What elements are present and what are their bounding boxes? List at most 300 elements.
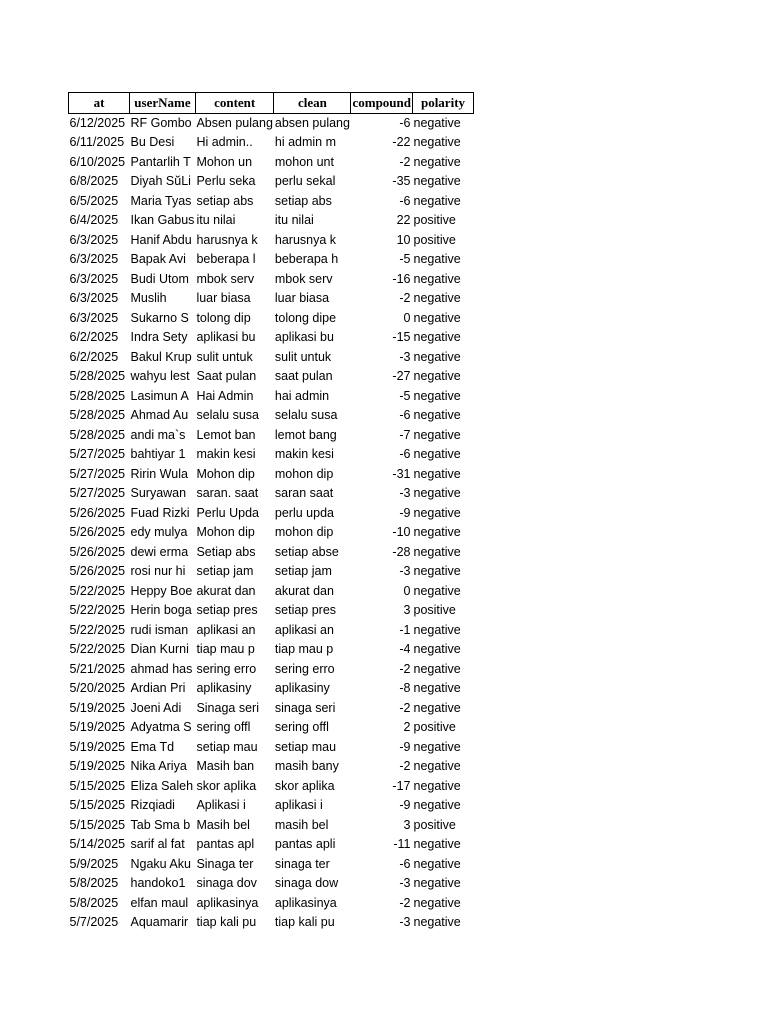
cell-polarity: negative xyxy=(413,135,461,149)
cell-clean: setiap abse xyxy=(274,544,339,559)
cell-polarity: negative xyxy=(413,291,461,305)
cell-polarity: negative xyxy=(413,661,461,676)
cell-compound: -7 xyxy=(399,427,411,442)
cell-username: Sukarno S xyxy=(130,310,189,325)
cell-content: tiap mau p xyxy=(196,642,255,656)
cell-polarity: positive xyxy=(413,213,456,227)
table-row xyxy=(69,816,474,836)
cell-username: bahtiyar 1 xyxy=(130,447,186,461)
cell-clean: aplikasiny xyxy=(274,681,330,695)
cell-content: selalu susa xyxy=(196,408,259,422)
cell-polarity: positive xyxy=(413,603,456,617)
cell-content: Lemot ban xyxy=(196,427,256,442)
cell-at: 5/22/2025 xyxy=(69,583,126,598)
table-row xyxy=(69,367,474,387)
table-row xyxy=(69,699,474,719)
cell-content: aplikasi bu xyxy=(196,330,256,344)
cell-polarity: positive xyxy=(413,720,456,734)
cell-content: Sinaga ter xyxy=(196,856,254,871)
cell-compound: -3 xyxy=(399,349,411,364)
cell-username: Maria Tyas xyxy=(130,193,192,208)
cell-clean: skor aplika xyxy=(274,778,335,793)
cell-clean: lemot bang xyxy=(274,427,337,442)
cell-at: 5/19/2025 xyxy=(69,720,126,734)
table-row xyxy=(69,406,474,426)
cell-content: Mohon dip xyxy=(196,525,255,539)
cell-content: Masih ban xyxy=(196,759,255,773)
cell-compound: -6 xyxy=(399,193,411,208)
cell-username: andi ma`s xyxy=(130,427,186,442)
table-row xyxy=(69,640,474,660)
cell-compound: 3 xyxy=(403,603,411,617)
cell-polarity: negative xyxy=(413,408,461,422)
cell-clean: tiap kali pu xyxy=(274,915,335,929)
cell-polarity: negative xyxy=(413,544,461,559)
table-row xyxy=(69,172,474,192)
table-row xyxy=(69,133,474,153)
cell-clean: absen pulang xyxy=(274,115,350,130)
cell-compound: -1 xyxy=(399,622,411,637)
cell-clean: mohon unt xyxy=(274,154,334,169)
cell-username: rosi nur hi xyxy=(130,564,186,578)
cell-compound: -2 xyxy=(399,895,411,910)
table-row xyxy=(69,153,474,173)
cell-username: ahmad has xyxy=(130,661,193,676)
cell-compound: -27 xyxy=(392,369,411,383)
cell-polarity: positive xyxy=(413,817,456,832)
cell-clean: selalu susa xyxy=(274,408,338,422)
header-polarity: polarity xyxy=(413,93,474,114)
cell-at: 5/27/2025 xyxy=(69,466,126,481)
cell-content: setiap pres xyxy=(196,603,258,617)
cell-content: itu nilai xyxy=(196,213,236,227)
cell-clean: sinaga dow xyxy=(274,876,339,890)
cell-polarity: negative xyxy=(413,115,461,130)
cell-clean: masih bel xyxy=(274,817,329,832)
cell-clean: saat pulan xyxy=(274,369,333,383)
cell-at: 6/3/2025 xyxy=(69,291,119,305)
cell-at: 5/28/2025 xyxy=(69,388,126,403)
table-row xyxy=(69,309,474,329)
cell-at: 5/28/2025 xyxy=(69,408,126,422)
cell-compound: -9 xyxy=(399,798,411,812)
cell-polarity: negative xyxy=(413,622,461,637)
table-row xyxy=(69,504,474,524)
cell-polarity: negative xyxy=(413,876,461,890)
cell-content: tiap kali pu xyxy=(196,915,257,929)
cell-username: Heppy Boe xyxy=(130,583,193,598)
cell-at: 6/11/2025 xyxy=(69,135,125,149)
header-clean: clean xyxy=(274,93,351,114)
cell-username: Aquamarir xyxy=(130,915,189,929)
cell-username: Indra Sety xyxy=(130,330,188,344)
cell-content: Sinaga seri xyxy=(196,700,259,715)
cell-clean: pantas apli xyxy=(274,837,336,851)
cell-polarity: negative xyxy=(413,310,461,325)
table-row xyxy=(69,192,474,212)
cell-compound: -11 xyxy=(393,837,411,851)
cell-content: Perlu Upda xyxy=(196,505,259,520)
cell-clean: akurat dan xyxy=(274,583,334,598)
cell-clean: mohon dip xyxy=(274,466,334,481)
cell-polarity: negative xyxy=(413,642,461,656)
cell-polarity: negative xyxy=(413,564,461,578)
cell-compound: -2 xyxy=(399,700,411,715)
cell-polarity: negative xyxy=(413,739,461,754)
table-row xyxy=(69,426,474,446)
cell-username: Bu Desi xyxy=(130,135,175,149)
cell-clean: setiap jam xyxy=(274,564,332,578)
cell-content: Hai Admin xyxy=(196,388,254,403)
cell-username: Eliza Saleh xyxy=(130,778,194,793)
cell-at: 5/8/2025 xyxy=(69,876,119,890)
cell-content: Mohon dip xyxy=(196,466,255,481)
cell-content: setiap abs xyxy=(196,193,254,208)
header-username: userName xyxy=(130,93,196,114)
header-at: at xyxy=(69,93,130,114)
cell-at: 6/12/2025 xyxy=(69,115,126,130)
table-row xyxy=(69,328,474,348)
cell-clean: sinaga ter xyxy=(274,856,330,871)
cell-content: Perlu seka xyxy=(196,174,256,188)
table-row xyxy=(69,289,474,309)
cell-clean: sulit untuk xyxy=(274,349,332,364)
cell-polarity: positive xyxy=(413,232,456,247)
cell-compound: -2 xyxy=(399,661,411,676)
cell-clean: sering erro xyxy=(274,661,335,676)
cell-username: Lasimun A xyxy=(130,388,189,403)
cell-content: sering offl xyxy=(196,720,251,734)
cell-polarity: negative xyxy=(413,388,461,403)
cell-at: 5/21/2025 xyxy=(69,661,126,676)
cell-at: 5/26/2025 xyxy=(69,544,126,559)
cell-username: Herin boga xyxy=(130,603,192,617)
cell-at: 5/27/2025 xyxy=(69,486,126,500)
table-row xyxy=(69,757,474,777)
cell-polarity: negative xyxy=(413,427,461,442)
table-row xyxy=(69,621,474,641)
table-row xyxy=(69,601,474,621)
table-row xyxy=(69,796,474,816)
table-row xyxy=(69,913,474,933)
cell-polarity: negative xyxy=(413,856,461,871)
cell-compound: 22 xyxy=(396,213,411,227)
cell-compound: 3 xyxy=(403,817,411,832)
cell-at: 5/9/2025 xyxy=(69,856,119,871)
cell-polarity: negative xyxy=(413,174,461,188)
table-row xyxy=(69,562,474,582)
table-row xyxy=(69,660,474,680)
cell-polarity: negative xyxy=(413,369,461,383)
cell-content: setiap jam xyxy=(196,564,254,578)
cell-polarity: negative xyxy=(413,349,461,364)
cell-at: 5/26/2025 xyxy=(69,505,126,520)
cell-content: harusnya k xyxy=(196,232,258,247)
cell-clean: saran saat xyxy=(274,486,334,500)
cell-compound: -35 xyxy=(392,174,411,188)
cell-polarity: negative xyxy=(413,447,461,461)
cell-at: 5/8/2025 xyxy=(69,895,119,910)
cell-polarity: negative xyxy=(413,681,461,695)
cell-username: Dian Kurni xyxy=(130,642,189,656)
cell-polarity: negative xyxy=(413,798,461,812)
cell-username: Ngaku Aku xyxy=(130,856,191,871)
table-row xyxy=(69,855,474,875)
cell-clean: perlu sekal xyxy=(274,174,336,188)
cell-username: RF Gombo xyxy=(130,115,192,130)
cell-clean: perlu upda xyxy=(274,505,334,520)
cell-content: pantas apl xyxy=(196,837,255,851)
cell-compound: -15 xyxy=(392,330,411,344)
cell-clean: setiap mau xyxy=(274,739,337,754)
cell-username: Bakul Krup xyxy=(130,349,192,364)
cell-username: wahyu lest xyxy=(130,369,190,383)
cell-polarity: negative xyxy=(413,915,461,929)
cell-clean: makin kesi xyxy=(274,447,334,461)
cell-compound: 0 xyxy=(403,310,411,325)
cell-username: Budi Utom xyxy=(130,271,189,286)
header-compound: compound xyxy=(351,93,413,114)
cell-compound: -3 xyxy=(399,564,411,578)
cell-polarity: negative xyxy=(413,525,461,539)
cell-content: aplikasi an xyxy=(196,622,256,637)
cell-username: Joeni Adi xyxy=(130,700,182,715)
cell-compound: 10 xyxy=(396,232,411,247)
table-row xyxy=(69,543,474,563)
table-row xyxy=(69,777,474,797)
cell-content: Aplikasi i xyxy=(196,798,246,812)
cell-content: Saat pulan xyxy=(196,369,257,383)
cell-username: Nika Ariya xyxy=(130,759,187,773)
table-row xyxy=(69,113,474,133)
cell-polarity: negative xyxy=(413,252,461,266)
cell-polarity: negative xyxy=(413,330,461,344)
cell-content: aplikasinya xyxy=(196,895,259,910)
cell-username: Hanif Abdu xyxy=(130,232,192,247)
cell-username: Suryawan xyxy=(130,486,187,500)
cell-at: 5/20/2025 xyxy=(69,681,126,695)
cell-at: 6/2/2025 xyxy=(69,330,119,344)
cell-clean: aplikasi an xyxy=(274,622,334,637)
table-row xyxy=(69,231,474,251)
table-row xyxy=(69,679,474,699)
cell-compound: -6 xyxy=(399,856,411,871)
cell-at: 5/22/2025 xyxy=(69,603,126,617)
table-row xyxy=(69,387,474,407)
cell-polarity: negative xyxy=(413,193,461,208)
table-row xyxy=(69,718,474,738)
cell-username: Diyah SŭLi xyxy=(130,174,191,188)
cell-compound: -3 xyxy=(399,486,411,500)
cell-content: tolong dip xyxy=(196,310,251,325)
cell-content: sinaga dov xyxy=(196,876,257,890)
cell-clean: luar biasa xyxy=(274,291,330,305)
cell-at: 5/15/2025 xyxy=(69,798,126,812)
cell-username: Muslih xyxy=(130,291,167,305)
cell-compound: -9 xyxy=(399,739,411,754)
cell-content: Setiap abs xyxy=(196,544,256,559)
cell-at: 6/3/2025 xyxy=(69,310,119,325)
cell-clean: setiap abs xyxy=(274,193,332,208)
cell-username: Bapak Avi xyxy=(130,252,186,266)
cell-compound: -6 xyxy=(399,408,411,422)
table-row xyxy=(69,738,474,758)
header-row xyxy=(69,93,474,114)
cell-username: sarif al fat xyxy=(130,837,185,851)
cell-compound: -16 xyxy=(392,271,411,286)
cell-compound: -6 xyxy=(399,447,411,461)
sentiment-table xyxy=(68,92,474,933)
cell-at: 6/2/2025 xyxy=(69,349,119,364)
cell-clean: aplikasi i xyxy=(274,798,323,812)
cell-at: 6/8/2025 xyxy=(69,174,119,188)
cell-polarity: negative xyxy=(413,466,461,481)
cell-content: makin kesi xyxy=(196,447,256,461)
cell-content: skor aplika xyxy=(196,778,257,793)
cell-at: 5/28/2025 xyxy=(69,427,126,442)
cell-polarity: negative xyxy=(413,505,461,520)
cell-username: edy mulya xyxy=(130,525,188,539)
cell-at: 5/26/2025 xyxy=(69,525,126,539)
cell-compound: -28 xyxy=(392,544,411,559)
cell-clean: masih bany xyxy=(274,759,339,773)
cell-clean: aplikasi bu xyxy=(274,330,334,344)
table-row xyxy=(69,484,474,504)
cell-clean: beberapa h xyxy=(274,252,339,266)
cell-polarity: negative xyxy=(413,154,461,169)
cell-compound: -17 xyxy=(392,778,411,793)
cell-username: Ririn Wula xyxy=(130,466,188,481)
cell-at: 6/3/2025 xyxy=(69,232,119,247)
cell-content: sulit untuk xyxy=(196,349,253,364)
cell-compound: -5 xyxy=(399,388,411,403)
cell-compound: -31 xyxy=(392,466,411,481)
cell-polarity: negative xyxy=(413,271,461,286)
cell-at: 5/19/2025 xyxy=(69,759,126,773)
cell-content: Masih bel xyxy=(196,817,250,832)
cell-polarity: negative xyxy=(413,486,461,500)
cell-clean: mbok serv xyxy=(274,271,333,286)
cell-compound: -8 xyxy=(399,681,411,695)
cell-username: Adyatma S xyxy=(130,720,192,734)
cell-at: 5/15/2025 xyxy=(69,778,126,793)
cell-at: 5/15/2025 xyxy=(69,817,126,832)
cell-at: 6/10/2025 xyxy=(69,154,126,169)
cell-clean: tiap mau p xyxy=(274,642,334,656)
cell-content: saran. saat xyxy=(196,486,259,500)
cell-username: Rizqiadi xyxy=(130,798,175,812)
cell-compound: -3 xyxy=(399,915,411,929)
cell-username: rudi isman xyxy=(130,622,189,637)
cell-at: 5/22/2025 xyxy=(69,622,126,637)
cell-username: Ema Td xyxy=(130,739,175,754)
cell-content: sering erro xyxy=(196,661,257,676)
cell-content: setiap mau xyxy=(196,739,258,754)
cell-username: Tab Sma b xyxy=(130,817,191,832)
cell-username: Pantarlih T xyxy=(130,154,191,169)
cell-at: 6/4/2025 xyxy=(69,213,119,227)
table-row xyxy=(69,582,474,602)
cell-clean: sinaga seri xyxy=(274,700,336,715)
cell-content: luar biasa xyxy=(196,291,251,305)
cell-clean: sering offl xyxy=(274,720,329,734)
table-row xyxy=(69,211,474,231)
cell-at: 5/28/2025 xyxy=(69,369,126,383)
cell-clean: harusnya k xyxy=(274,232,337,247)
table-row xyxy=(69,835,474,855)
cell-username: Ardian Pri xyxy=(130,681,186,695)
cell-compound: 2 xyxy=(403,720,411,734)
cell-compound: -5 xyxy=(399,252,411,266)
table-row xyxy=(69,270,474,290)
cell-clean: hai admin xyxy=(274,388,330,403)
table-row xyxy=(69,874,474,894)
cell-compound: 0 xyxy=(403,583,411,598)
cell-username: handoko1 xyxy=(130,876,186,890)
cell-compound: -9 xyxy=(399,505,411,520)
cell-at: 5/19/2025 xyxy=(69,700,126,715)
cell-at: 5/14/2025 xyxy=(69,837,126,851)
cell-at: 5/22/2025 xyxy=(69,642,126,656)
cell-content: akurat dan xyxy=(196,583,256,598)
cell-at: 6/3/2025 xyxy=(69,252,119,266)
cell-compound: -4 xyxy=(399,642,411,656)
cell-content: Mohon un xyxy=(196,154,253,169)
cell-username: Ahmad Au xyxy=(130,408,189,422)
table-row xyxy=(69,348,474,368)
cell-compound: -22 xyxy=(392,135,411,149)
cell-compound: -10 xyxy=(392,525,411,539)
cell-at: 6/5/2025 xyxy=(69,193,119,208)
cell-content: Hi admin.. xyxy=(196,135,253,149)
cell-at: 5/26/2025 xyxy=(69,564,126,578)
cell-clean: itu nilai xyxy=(274,213,314,227)
cell-polarity: negative xyxy=(413,837,461,851)
cell-username: Fuad Rizki xyxy=(130,505,190,520)
cell-compound: -2 xyxy=(399,291,411,305)
cell-clean: tolong dipe xyxy=(274,310,337,325)
table-row xyxy=(69,523,474,543)
cell-compound: -6 xyxy=(399,115,411,130)
cell-clean: hi admin m xyxy=(274,135,337,149)
cell-clean: mohon dip xyxy=(274,525,334,539)
cell-content: beberapa l xyxy=(196,252,256,266)
cell-content: aplikasiny xyxy=(196,681,252,695)
cell-at: 5/27/2025 xyxy=(69,447,126,461)
cell-compound: -2 xyxy=(399,154,411,169)
cell-polarity: negative xyxy=(413,895,461,910)
table-row xyxy=(69,894,474,914)
cell-clean: aplikasinya xyxy=(274,895,337,910)
cell-polarity: negative xyxy=(413,583,461,598)
table-body xyxy=(69,113,474,933)
cell-content: Absen pulang xyxy=(196,115,273,130)
table-row xyxy=(69,445,474,465)
cell-polarity: negative xyxy=(413,778,461,793)
cell-polarity: negative xyxy=(413,759,461,773)
cell-at: 5/19/2025 xyxy=(69,739,126,754)
cell-username: elfan maul xyxy=(130,895,189,910)
cell-polarity: negative xyxy=(413,700,461,715)
cell-compound: -2 xyxy=(399,759,411,773)
cell-username: Ikan Gabus xyxy=(130,213,195,227)
cell-clean: setiap pres xyxy=(274,603,337,617)
cell-username: dewi erma xyxy=(130,544,189,559)
table-row xyxy=(69,250,474,270)
table-row xyxy=(69,465,474,485)
header-content: content xyxy=(195,93,273,114)
cell-at: 6/3/2025 xyxy=(69,271,119,286)
